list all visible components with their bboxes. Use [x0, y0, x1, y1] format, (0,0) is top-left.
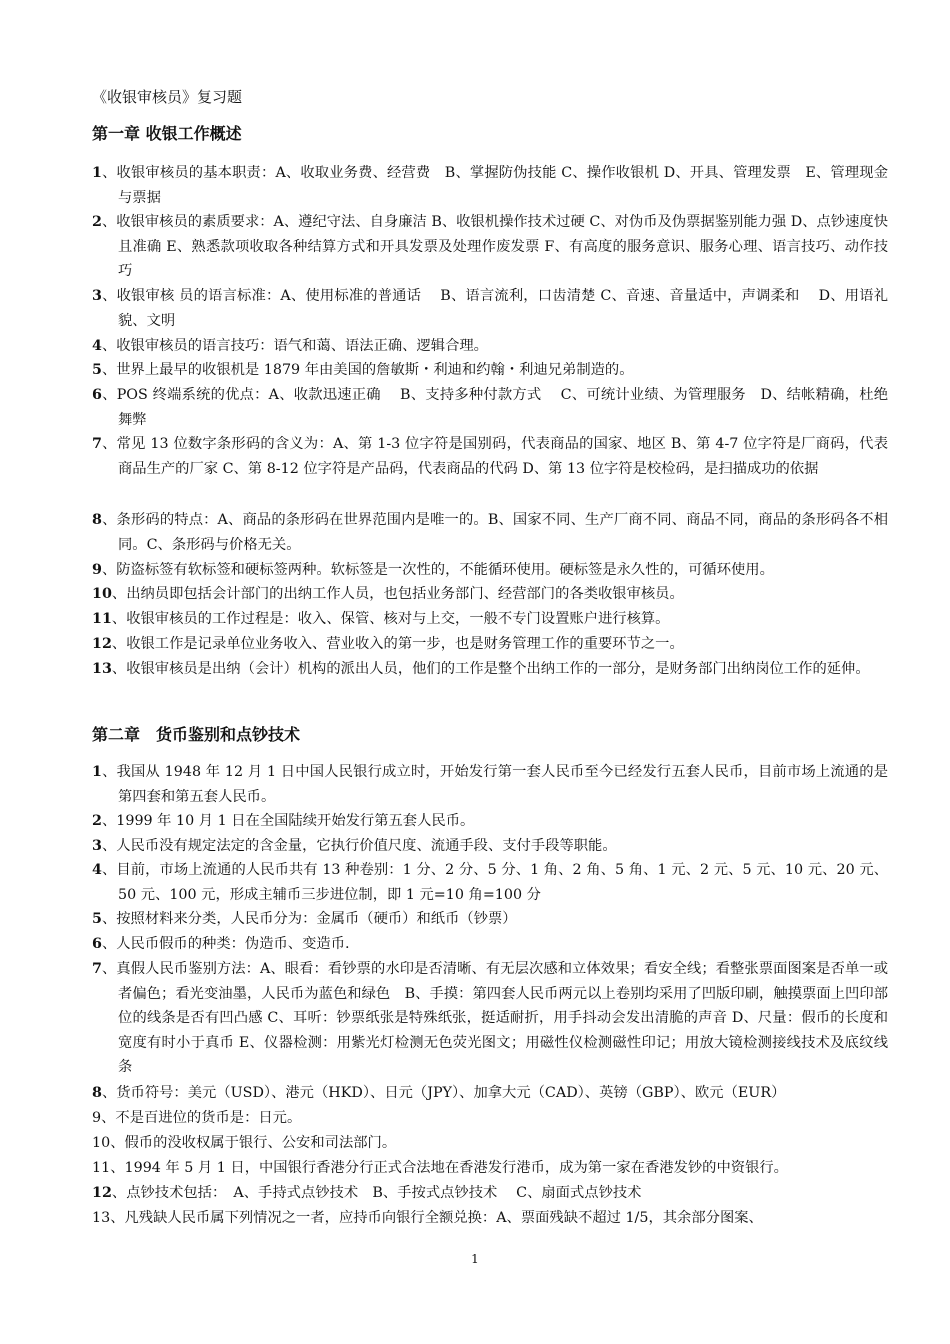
list-item: 3、人民币没有规定法定的含金量，它执行价值尺度、流通手段、支付手段等职能。 [92, 838, 617, 854]
document-title: 《收银审核员》复习题 [92, 88, 243, 106]
list-item: 11、1994 年 5 月 1 日，中国银行香港分行正式合法地在香港发行港币，成为第一家在香港发钞的中资银行。 [92, 1160, 788, 1176]
page-number: 1 [471, 1252, 479, 1266]
list-item: 2、1999 年 10 月 1 日在全国陆续开始发行第五套人民币。 [92, 813, 475, 829]
list-item: 12、收银工作是记录单位业务收入、营业收入的第一步，也是财务管理工作的重要环节之一。 [92, 636, 684, 652]
chapter-2-heading: 第二章 货币鉴别和点钞技术 [92, 725, 301, 744]
list-item: 9、防盗标签有软标签和硬标签两种。软标签是一次性的，不能循环使用。硬标签是永久性的，可循环使用。 [92, 562, 774, 578]
list-item: 9、不是百进位的货币是：日元。 [92, 1110, 302, 1126]
list-item: 6、POS 终端系统的优点：A、收款迅速正确 B、支持多种付款方式 C、可统计业绩、为管理服务 D、结帐精确，杜绝舞弊 [92, 387, 889, 428]
list-item: 8、条形码的特点：A、商品的条形码在世界范围内是唯一的。B、国家不同、生产厂商不同、商品不同，商品的条形码各不相同。C、条形码与价格无关。 [92, 512, 889, 553]
list-item: 11、收银审核员的工作过程是：收入、保管、核对与上交，一般不专门设置账户进行核算。 [92, 611, 670, 627]
list-item: 1、我国从 1948 年 12 月 1 日中国人民银行成立时，开始发行第一套人民币至今已经发行五套人民币，目前市场上流通的是第四套和第五套人民币。 [92, 764, 888, 805]
list-item: 1、收银审核员的基本职责：A、收取业务费、经营费 B、掌握防伪技能 C、操作收银机 D、开具、管理发票 E、管理现金与票据 [92, 165, 888, 206]
list-item: 13、凡残缺人民币属下列情况之一者，应持币向银行全额兑换：A、票面残缺不超过 1/5，其余部分图案、 [92, 1210, 763, 1226]
list-item: 4、收银审核员的语言技巧：语气和蔼、语法正确、逻辑合理。 [92, 338, 488, 354]
list-item: 2、收银审核员的素质要求：A、遵纪守法、自身廉洁 B、收银机操作技术过硬 C、对伪币及伪票据鉴别能力强 D、点钞速度快且准确 E、熟悉款项收取各种结算方式和开具发票及处理作废发票 F、有高度的服务意识、服务心理、语言技巧、动作技巧 [92, 214, 889, 279]
list-item: 6、人民币假币的种类：伪造币、变造币. [92, 936, 350, 952]
list-item: 10、出纳员即包括会计部门的出纳工作人员，也包括业务部门、经营部门的各类收银审核员。 [92, 586, 684, 602]
list-item: 12、点钞技术包括： A、手持式点钞技术 B、手按式点钞技术 C、扇面式点钞技术 [92, 1185, 642, 1201]
list-item: 5、世界上最早的收银机是 1879 年由美国的詹敏斯・利迪和约翰・利迪兄弟制造的。 [92, 362, 634, 378]
list-item: 10、假币的没收权属于银行、公安和司法部门。 [92, 1135, 397, 1151]
list-item: 5、按照材料来分类，人民币分为：金属币（硬币）和纸币（钞票） [92, 911, 517, 927]
list-item: 4、目前，市场上流通的人民币共有 13 种卷别：1 分、2 分、5 分、1 角、2 角、5 角、1 元、2 元、5 元、10 元、20 元、50 元、100 元，形成主辅币三步进位制，即 1 元=10 角=100 分 [92, 862, 888, 903]
chapter-1-heading: 第一章 收银工作概述 [92, 124, 242, 143]
list-item: 3、收银审核 员的语言标准：A、使用标准的普通话 B、语言流利，口齿清楚 C、音速、音量适中，声调柔和 D、用语礼貌、文明 [92, 288, 889, 329]
list-item: 7、常见 13 位数字条形码的含义为：A、第 1-3 位字符是国别码，代表商品的国家、地区 B、第 4-7 位字符是厂商码，代表商品生产的厂家 C、第 8-12 位字符是产品码，代表商品的代码 D、第 13 位字符是校检码，是扫描成功的依据 [92, 436, 888, 477]
list-item: 7、真假人民币鉴别方法：A、眼看：看钞票的水印是否清晰、有无层次感和立体效果；看安全线；看整张票面图案是否单一或者偏色；看光变油墨，人民币为蓝色和绿色 B、手摸：第四套人民币两元以上卷别均采用了凹版印刷，触摸票面上凹印部位的线条是否有凹凸感 C、耳听：钞票纸张是特殊纸张，挺适耐折，用手抖动会发出清脆的声音 D、尺量：假币的长度和宽度有时小于真币 E、仪器检测：用紫光灯检测无色荧光图文；用磁性仪检测磁性印记；用放大镜检测接线技术及底纹线条 [92, 961, 888, 1075]
list-item: 8、货币符号：美元（USD）、港元（HKD）、日元（JPY）、加拿大元（CAD）、英镑（GBP）、欧元（EUR） [92, 1085, 786, 1101]
list-item: 13、收银审核员是出纳（会计）机构的派出人员，他们的工作是整个出纳工作的一部分，是财务部门出纳岗位工作的延伸。 [92, 661, 870, 677]
